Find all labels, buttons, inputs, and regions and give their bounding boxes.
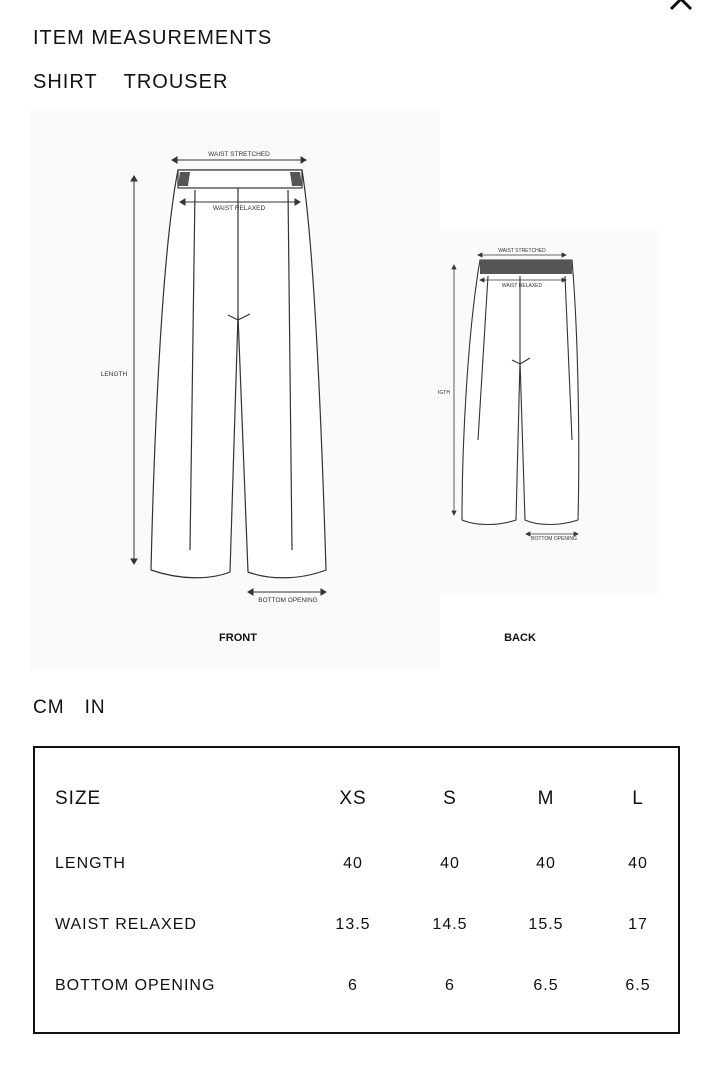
- back-caption: BACK: [504, 632, 536, 644]
- header-size: SIZE: [55, 788, 102, 809]
- back-waist-relaxed-label: WAIST RELAXED: [501, 283, 543, 289]
- unit-in[interactable]: IN: [84, 697, 106, 718]
- front-waist-stretched-label: WAIST STRETCHED: [208, 151, 270, 158]
- row-value: 6: [348, 977, 358, 994]
- unit-cm[interactable]: CM: [33, 697, 65, 718]
- page-title: ITEM MEASUREMENTS: [33, 27, 273, 49]
- back-length-label: IGTH: [438, 390, 450, 396]
- table-row: [35, 910, 678, 940]
- row-value: 6: [445, 977, 455, 994]
- front-bottom-opening-label: BOTTOM OPENING: [258, 597, 318, 604]
- tab-shirt[interactable]: SHIRT: [33, 71, 98, 93]
- row-label: LENGTH: [55, 855, 126, 872]
- row-value: 40: [440, 855, 460, 872]
- header-xs: XS: [339, 788, 367, 809]
- row-value: 40: [343, 855, 363, 872]
- front-length-label: LENGTH: [100, 371, 128, 378]
- unit-toggle: [33, 697, 106, 719]
- row-value: 6.5: [625, 977, 651, 994]
- header-m: M: [537, 788, 555, 809]
- front-caption: FRONT: [219, 632, 257, 644]
- size-chart-table: [33, 746, 680, 1034]
- garment-tabs: [33, 71, 228, 94]
- row-value: 40: [628, 855, 648, 872]
- row-value: 40: [536, 855, 556, 872]
- row-value: 15.5: [528, 916, 564, 933]
- row-label: BOTTOM OPENING: [55, 977, 216, 994]
- row-value: 17: [628, 916, 648, 933]
- header-l: L: [632, 788, 644, 809]
- measurement-diagram: [30, 110, 660, 670]
- table-row: [35, 849, 678, 879]
- table-row: [35, 971, 678, 1001]
- back-waist-stretched-label: WAIST STRETCHED: [498, 248, 546, 254]
- close-icon[interactable]: [668, 0, 694, 12]
- row-value: 6.5: [533, 977, 559, 994]
- row-label: WAIST RELAXED: [55, 916, 197, 933]
- back-bottom-opening-label: BOTTOM OPENING: [531, 536, 577, 542]
- table-header-row: [35, 784, 678, 814]
- row-value: 14.5: [432, 916, 468, 933]
- row-value: 13.5: [335, 916, 371, 933]
- front-waist-relaxed-label: WAIST RELAXED: [212, 205, 266, 212]
- tab-trouser[interactable]: TROUSER: [123, 71, 229, 93]
- header-s: S: [443, 788, 457, 809]
